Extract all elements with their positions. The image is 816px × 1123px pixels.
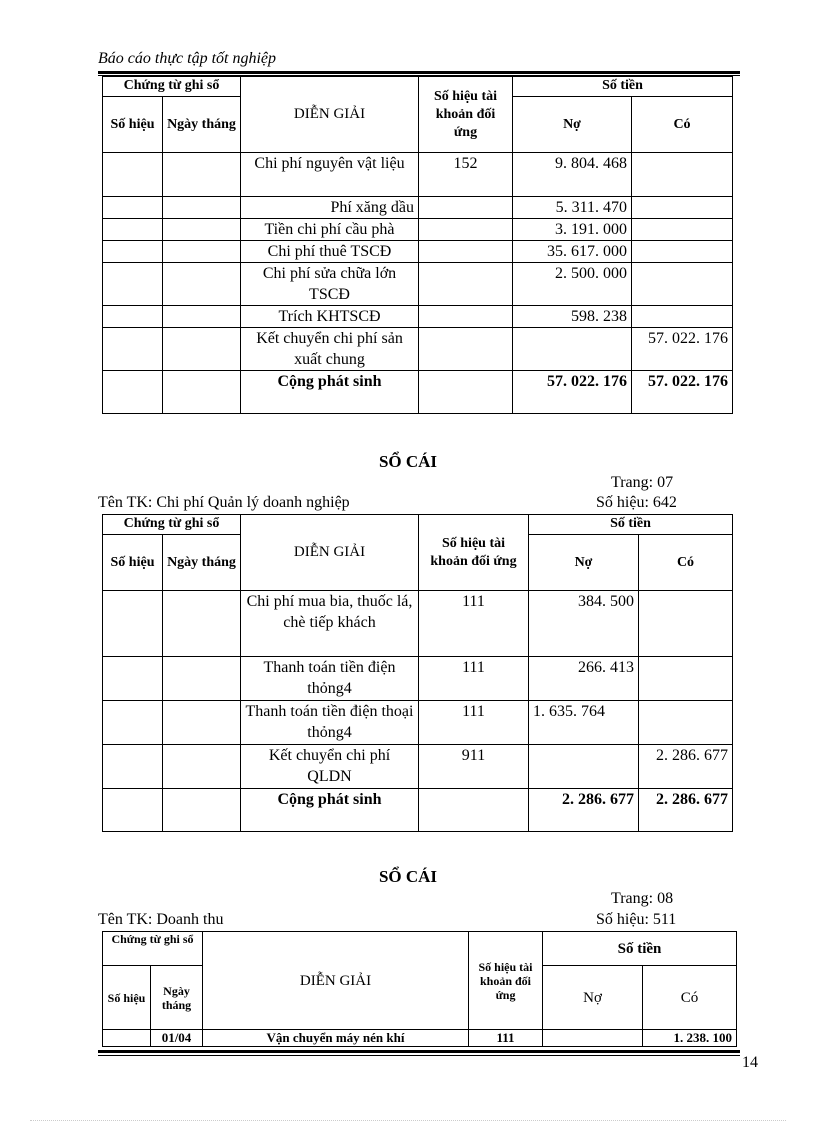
ledger-table-3: [102, 931, 737, 1047]
account-name: Tên TK: Chi phí Quản lý doanh nghiệp: [98, 494, 350, 511]
row-account: [419, 197, 513, 219]
row-account: 152: [419, 153, 513, 197]
row-credit: [632, 263, 733, 306]
col-header-no: Nợ: [513, 97, 632, 153]
total-label: Cộng phát sinh: [241, 371, 419, 414]
col-header-so-tien: Số tiền: [543, 932, 737, 966]
row-credit: [632, 241, 733, 263]
col-header-account: Số hiệu tài khoản đối ứng: [469, 932, 543, 1030]
row-account: 111: [419, 591, 529, 657]
col-header-so-hieu: Số hiệu: [103, 535, 163, 591]
table-row: [103, 219, 733, 241]
table-row: [103, 1030, 737, 1047]
row-credit: [632, 219, 733, 241]
row-credit: [632, 197, 733, 219]
total-credit: 57. 022. 176: [632, 371, 733, 414]
total-credit: 2. 286. 677: [639, 789, 733, 832]
col-header-so-hieu: Số hiệu: [103, 97, 163, 153]
row-debit: 2. 500. 000: [513, 263, 632, 306]
page-edge-divider: [30, 1120, 786, 1121]
total-row: [103, 371, 733, 414]
page-number: 14: [742, 1054, 758, 1071]
row-description: Thanh toán tiền điện thoại thỏng4: [241, 701, 419, 745]
col-header-co: Có: [639, 535, 733, 591]
header-rule: [98, 71, 740, 74]
col-header-chung-tu: Chứng từ ghi sổ: [103, 515, 241, 535]
row-account: [419, 328, 513, 371]
col-header-ngay-thang: Ngày tháng: [163, 97, 241, 153]
row-credit: 2. 286. 677: [639, 745, 733, 789]
row-account: [419, 263, 513, 306]
row-debit: 3. 191. 000: [513, 219, 632, 241]
row-description: Thanh toán tiền điện thỏng4: [241, 657, 419, 701]
row-debit: 5. 311. 470: [513, 197, 632, 219]
row-debit: 598. 238: [513, 306, 632, 328]
col-header-no: Nợ: [543, 966, 643, 1030]
table-row: [103, 241, 733, 263]
table-row: [103, 197, 733, 219]
row-debit: 35. 617. 000: [513, 241, 632, 263]
table-row: [103, 657, 733, 701]
row-debit: [513, 328, 632, 371]
row-description: Chi phí thuê TSCĐ: [241, 241, 419, 263]
row-description: Trích KHTSCĐ: [241, 306, 419, 328]
row-account: 111: [419, 701, 529, 745]
col-header-chung-tu: Chứng từ ghi sổ: [103, 932, 203, 966]
row-description: Chi phí sửa chữa lớn TSCĐ: [241, 263, 419, 306]
row-credit: [639, 701, 733, 745]
total-label: Cộng phát sinh: [241, 789, 419, 832]
footer-rule: [98, 1050, 740, 1053]
col-header-ngay-thang: Ngày tháng: [151, 966, 203, 1030]
row-description: Tiền chi phí cầu phà: [241, 219, 419, 241]
col-header-account: Số hiệu tài khoản đối ứng: [419, 515, 529, 591]
row-debit: 266. 413: [529, 657, 639, 701]
report-header-title: Báo cáo thực tập tốt nghiệp: [98, 50, 277, 67]
col-header-chung-tu: Chứng từ ghi sổ: [103, 77, 241, 97]
col-header-co: Có: [632, 97, 733, 153]
col-header-account: Số hiệu tài khoản đối ứng: [419, 77, 513, 153]
col-header-ngay-thang: Ngày tháng: [163, 535, 241, 591]
row-credit: [632, 306, 733, 328]
col-header-no: Nợ: [529, 535, 639, 591]
row-account: [419, 241, 513, 263]
table-row: [103, 306, 733, 328]
row-account: [419, 306, 513, 328]
total-debit: 57. 022. 176: [513, 371, 632, 414]
row-debit: 384. 500: [529, 591, 639, 657]
account-number: Số hiệu: 642: [596, 494, 677, 511]
row-description: Kết chuyển chi phí sản xuất chung: [241, 328, 419, 371]
ledger-page: Trang: 08: [611, 890, 674, 907]
row-description: Kết chuyển chi phí QLDN: [241, 745, 419, 789]
table-row: [103, 263, 733, 306]
col-header-co: Có: [643, 966, 737, 1030]
ledger-table-1: [102, 76, 733, 414]
account-name: Tên TK: Doanh thu: [98, 911, 224, 928]
col-header-so-hieu: Số hiệu: [103, 966, 151, 1030]
row-debit: [543, 1030, 643, 1047]
row-account: 911: [419, 745, 529, 789]
total-row: [103, 789, 733, 832]
row-credit: 1. 238. 100: [643, 1030, 737, 1047]
table-row: [103, 701, 733, 745]
table-row: [103, 591, 733, 657]
row-account: [419, 219, 513, 241]
row-description: Chi phí mua bia, thuốc lá, chè tiếp khách: [241, 591, 419, 657]
row-date: 01/04: [151, 1030, 203, 1047]
ledger-title: SỔ CÁI: [378, 452, 438, 471]
row-description: Phí xăng dầu: [241, 197, 419, 219]
col-header-dien-giai: DIỄN GIẢI: [241, 77, 419, 153]
row-description: Chi phí nguyên vật liệu: [241, 153, 419, 197]
ledger-title: SỔ CÁI: [378, 867, 438, 886]
row-credit: [639, 657, 733, 701]
row-credit: [632, 153, 733, 197]
row-credit: [639, 591, 733, 657]
row-debit: 9. 804. 468: [513, 153, 632, 197]
col-header-so-tien: Số tiền: [513, 77, 733, 97]
row-so-hieu: [103, 1030, 151, 1047]
table-row: [103, 745, 733, 789]
row-debit: 1. 635. 764: [529, 701, 639, 745]
col-header-dien-giai: DIỄN GIẢI: [203, 932, 469, 1030]
footer-rule-thin: [98, 1055, 740, 1056]
total-debit: 2. 286. 677: [529, 789, 639, 832]
table-row: [103, 153, 733, 197]
table-row: [103, 328, 733, 371]
col-header-dien-giai: DIỄN GIẢI: [241, 515, 419, 591]
account-number: Số hiệu: 511: [596, 911, 677, 928]
col-header-so-tien: Số tiền: [529, 515, 733, 535]
ledger-page: Trang: 07: [611, 474, 674, 491]
row-account: 111: [419, 657, 529, 701]
row-debit: [529, 745, 639, 789]
row-account: 111: [469, 1030, 543, 1047]
ledger-table-2: [102, 514, 733, 832]
row-description: Vận chuyển máy nén khí: [203, 1030, 469, 1047]
row-credit: 57. 022. 176: [632, 328, 733, 371]
